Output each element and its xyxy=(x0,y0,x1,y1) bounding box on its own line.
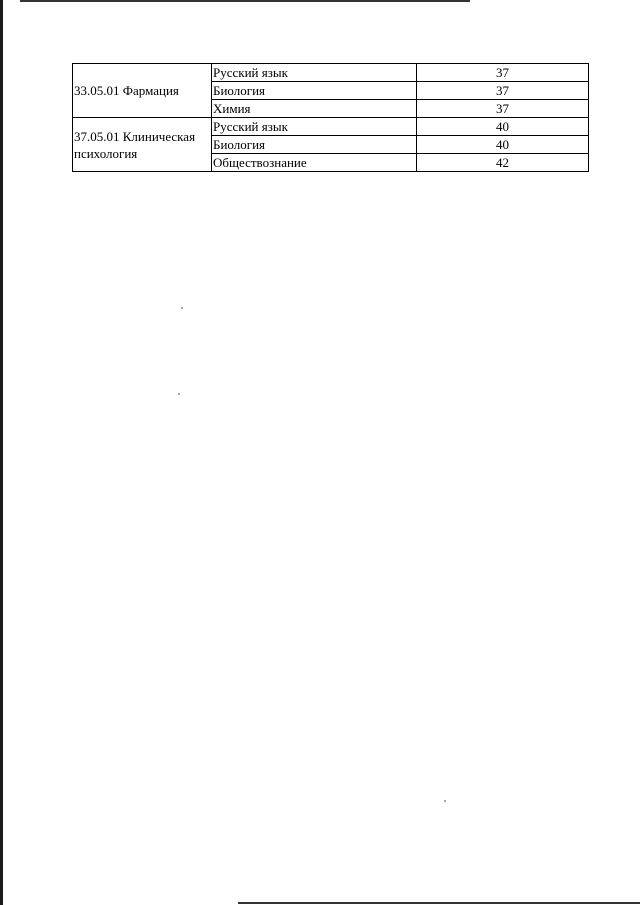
subject-cell: Биология xyxy=(212,82,417,100)
score-cell: 37 xyxy=(417,64,589,82)
subject-cell: Химия xyxy=(212,100,417,118)
subject-cell: Обществознание xyxy=(212,154,417,172)
program-cell: 37.05.01 Клиническая психология xyxy=(73,118,212,172)
scan-speck xyxy=(181,307,183,309)
score-cell: 40 xyxy=(417,136,589,154)
score-cell: 37 xyxy=(417,82,589,100)
program-cell: 33.05.01 Фармация xyxy=(73,64,212,118)
scan-left-edge xyxy=(0,0,3,905)
subject-cell: Русский язык xyxy=(212,118,417,136)
scan-bottom-line xyxy=(238,902,640,904)
admission-scores-table xyxy=(72,63,589,172)
score-cell: 42 xyxy=(417,154,589,172)
scan-speck xyxy=(444,800,446,802)
table-row xyxy=(73,64,589,82)
subject-cell: Русский язык xyxy=(212,64,417,82)
scan-top-line xyxy=(20,0,470,2)
scan-speck xyxy=(178,393,180,395)
subject-cell: Биология xyxy=(212,136,417,154)
table-row xyxy=(73,118,589,136)
score-cell: 40 xyxy=(417,118,589,136)
score-cell: 37 xyxy=(417,100,589,118)
